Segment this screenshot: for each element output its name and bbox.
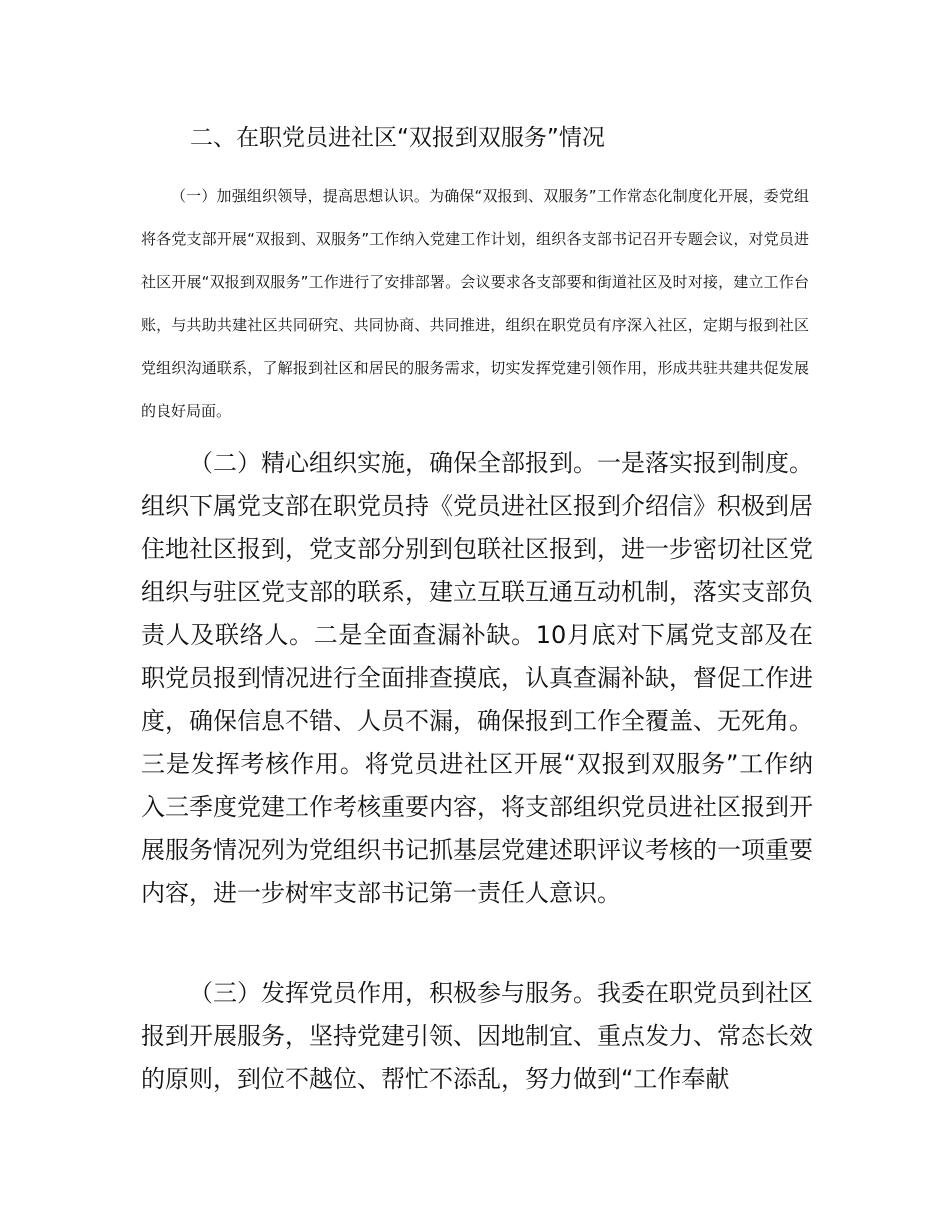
section-heading: 二、在职党员进社区“双报到双服务”情况 xyxy=(190,125,605,151)
paragraph-party-member-service: （三）发挥党员作用，积极参与服务。我委在职党员到社区报到开展服务，坚持党建引领、因地制宜、重点发力、常态长效的原则，到位不越位、帮忙不添乱，努力做到“工作奉献 xyxy=(141,979,813,1093)
paragraph-implementation-registration: （二）精心组织实施，确保全部报到。一是落实报到制度。组织下属党支部在职党员持《党员进社区报到介绍信》积极到居住地社区报到，党支部分别到包联社区报到，进一步密切社区党组织与驻区党支部的联系，建立互联互通互动机制，落实支部负责人及联络人。二是全面查漏补缺。10月底对下属党支部及在职党员报到情况进行全面排查摸底，认真查漏补缺，督促工作进度，确保信息不错、人员不漏，确保报到工作全覆盖、无死角。三是发挥考核作用。将党员进社区开展“双报到双服务”工作纳入三季度党建工作考核重要内容，将支部组织党员进社区报到开展服务情况列为党组织书记抓基层党建述职评议考核的一项重要内容，进一步树牢支部书记第一责任人意识。 xyxy=(141,449,813,907)
paragraph-organization-leadership: （一）加强组织领导，提高思想认识。为确保“双报到、双服务”工作常态化制度化开展，委党组将各党支部开展“双报到、双服务”工作纳入党建工作计划，组织各支部书记召开专题会议，对党员进社区开展“双报到双服务”工作进行了安排部署。会议要求各支部要和街道社区及时对接，建立工作台账，与共助共建社区共同研究、共同协商、共同推进，组织在职党员有序深入社区，定期与报到社区党组织沟通联系，了解报到社区和居民的服务需求，切实发挥党建引领作用，形成共驻共建共促发展的良好局面。 xyxy=(141,187,809,420)
